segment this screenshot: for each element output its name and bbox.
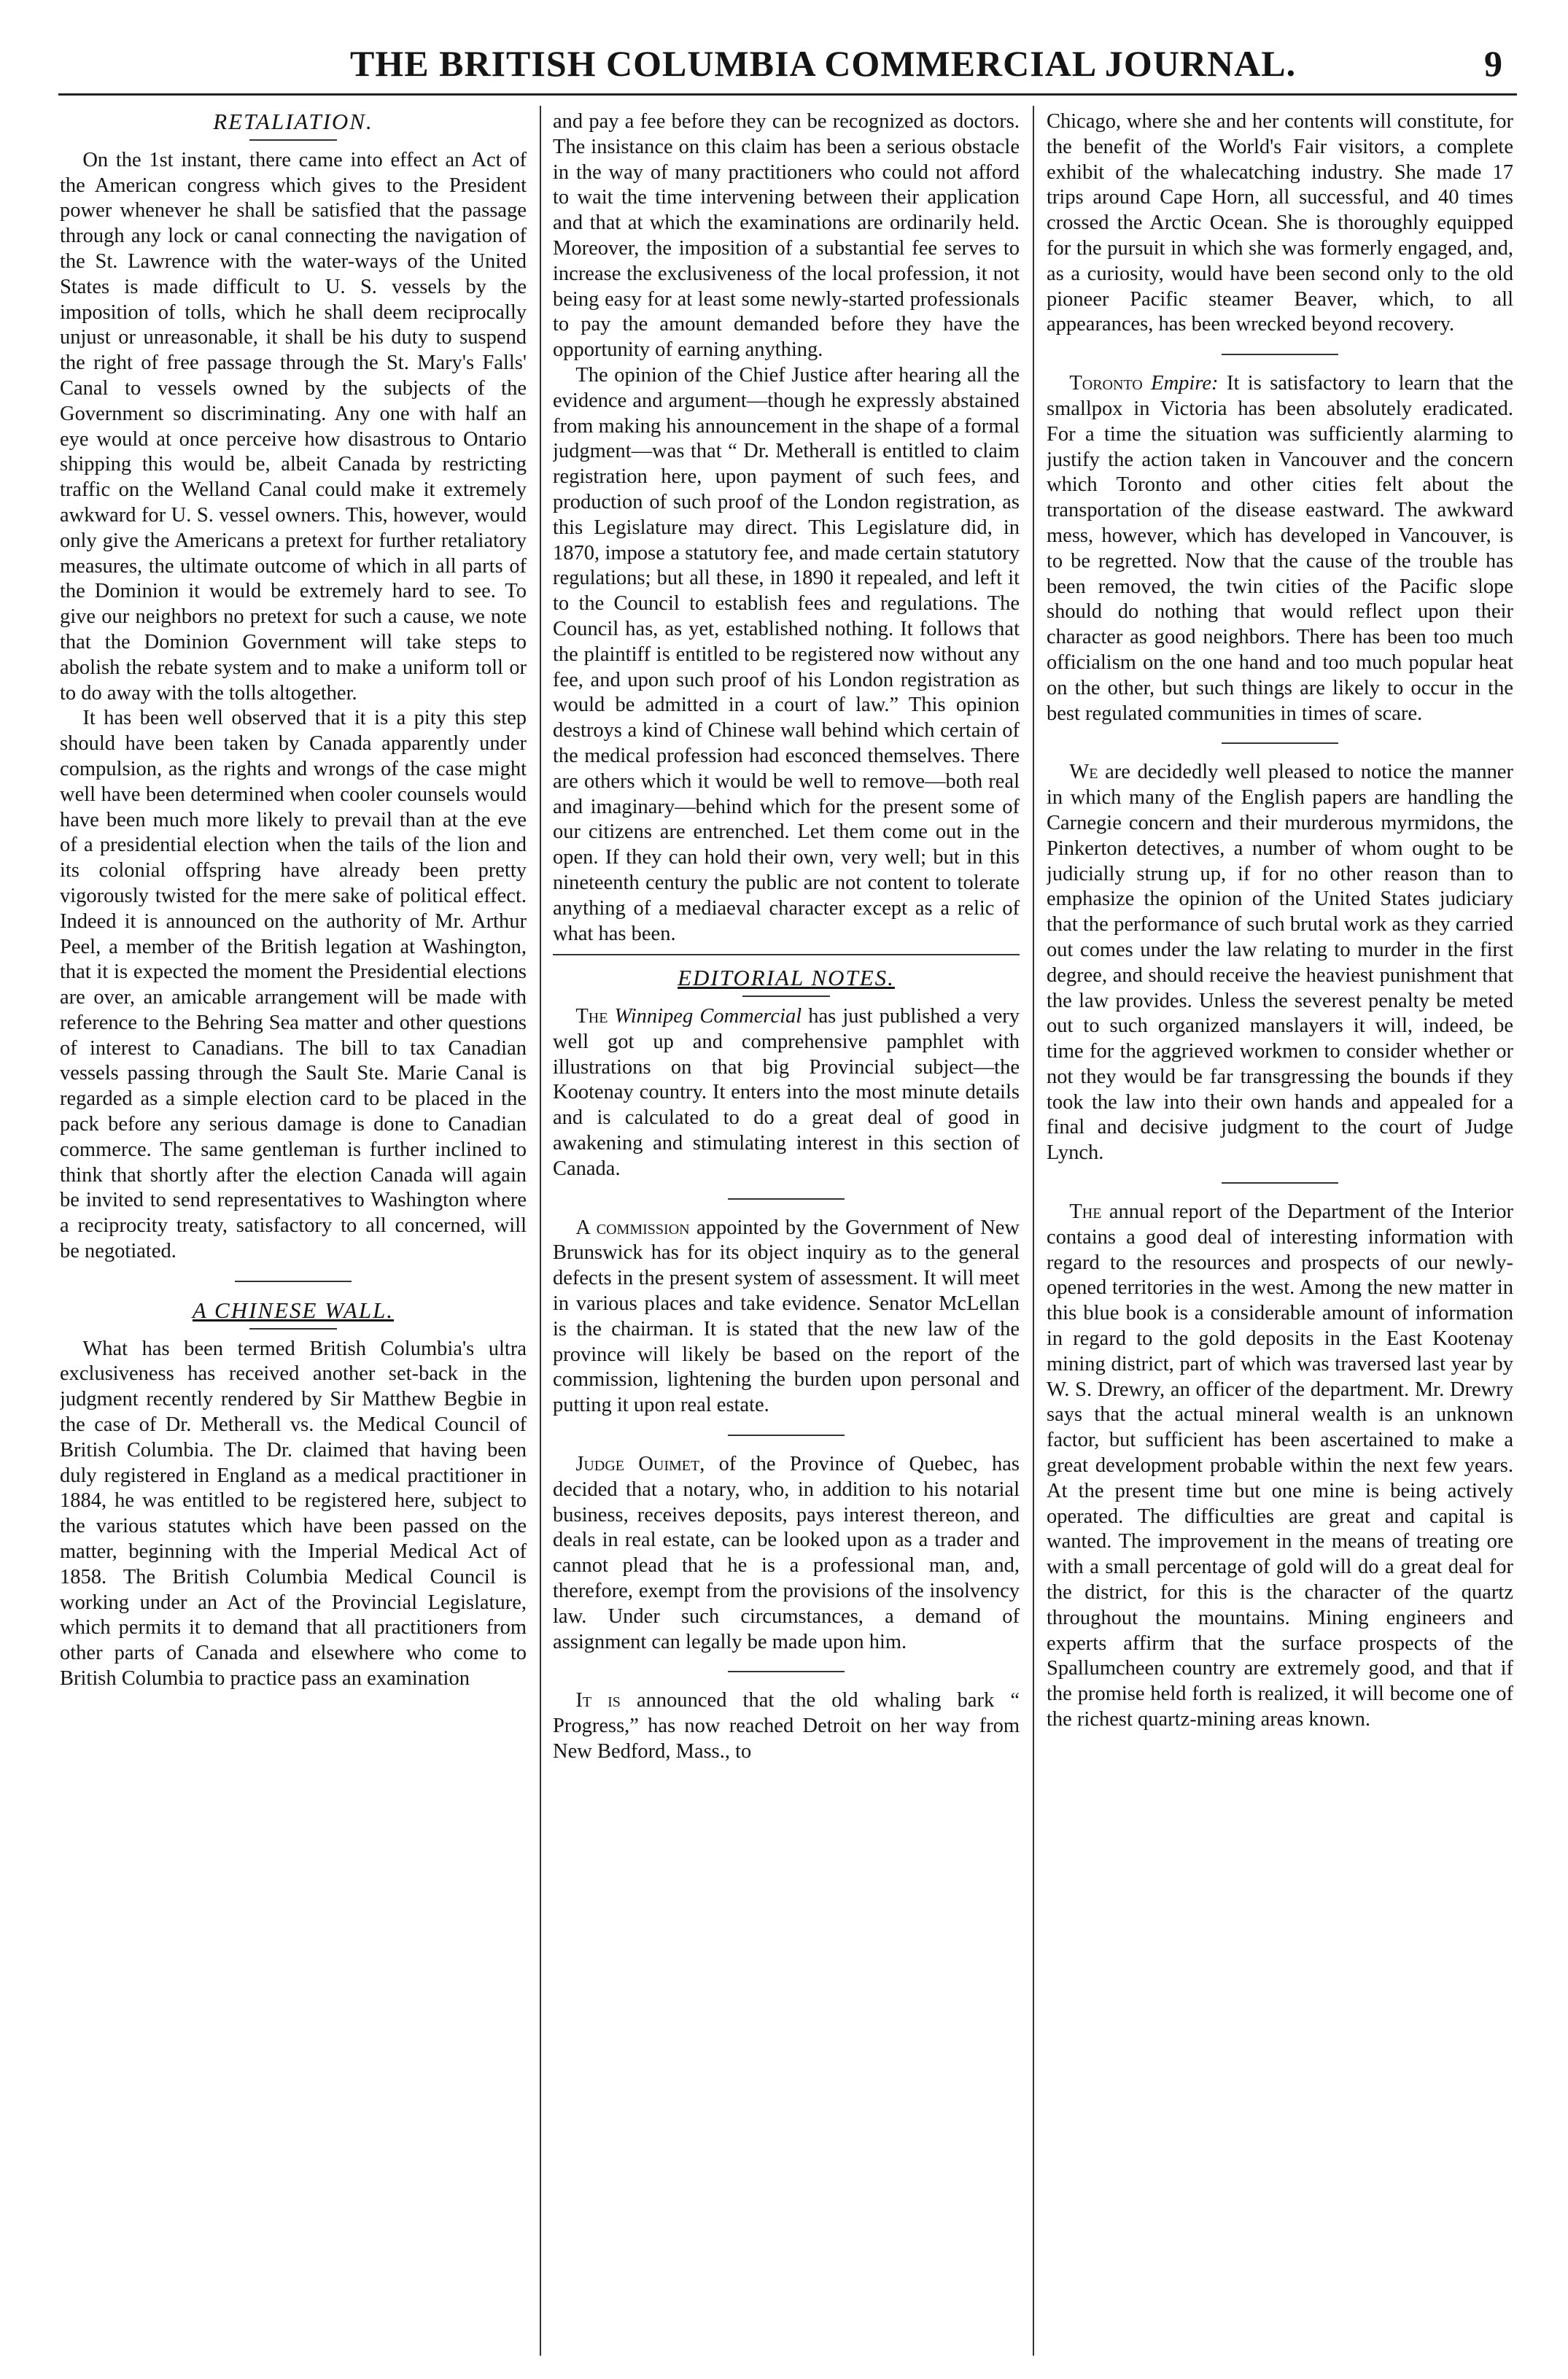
- note-lead: Judge Ouimet,: [575, 1453, 705, 1476]
- note-body: are decidedly well pleased to notice the manner in which many of the English papers are handling the Carnegie concern and their murderous myrmidons, the Pinkerton detectives, a number of whom ought to be judicially strung up, if for no other reason than to emphasize the opinion of the United States judiciary that the performance of such brutal work as they carried out comes under the law relating to murder in the first degree, and should receive the heaviest punishment that the law provides. Unless the severest penalty be meted out to such organized manslayers it will, indeed, be time for the aggrieved workmen to consider whether or not they would be far transgressing the bounds if they took the law into their own hands and appealed for a final and decisive judgment to the court of Judge Lynch.: [1047, 761, 1513, 1165]
- note-rule: [1222, 742, 1338, 744]
- note-paragraph: [553, 1688, 1020, 1764]
- article-paragraph: The opinion of the Chief Justice after hearing all the evidence and argument—though he expressly abstained from making his announcement in the shape of a formal judgment—was that “ Dr. Metherall is entitled to claim registration here, upon payment of such fees, and production of such proof of the London registration, as this Legislature may direct. This Legislature did, in 1870, impose a statutory fee, and made certain statutory regulations; but all these, in 1890 it repealed, and left it to the Council to establish fees and regulations. The Council has, as yet, established nothing. It follows that the plaintiff is entitled to be registered now without any fee, and upon such proof of his London registration as would be admitted in a court of law.” This opinion destroys a kind of Chinese wall behind which certain of the medical profession had esconced themselves. There are others which it would be well to remove—both real and imaginary—behind which for the present some of our citizens are entrenched. Let them come out in the open. If they can hold their own, very well; but in this nineteenth century the public are not content to tolerate anything of a mediaeval character except as a relic of what has been.: [553, 363, 1020, 945]
- note-rule: [728, 1435, 845, 1436]
- note-paragraph: [553, 1004, 1020, 1182]
- note-lead: We: [1069, 761, 1098, 784]
- note-rule: [1222, 1182, 1338, 1184]
- header-rule: [58, 93, 1517, 96]
- journal-title: THE BRITISH COLUMBIA COMMERCIAL JOURNAL.: [350, 43, 1297, 84]
- column-divider: [540, 106, 541, 2356]
- column-3: [1047, 109, 1513, 2359]
- article-paragraph: On the 1st instant, there came into effect an Act of the American congress which gives to the President power whenever he shall be satisfied that the passage through any lock or canal connecting the navigation of the St. Lawrence with the water-ways of the United States is made difficult to U. S. vessels by the imposition of tolls, which he shall deem reciprocally unjust or unreasonable, it shall be his duty to suspend the right of free passage through the St. Mary's Falls' Canal to vessels owned by the subjects of the Government so discriminating. Any one with half an eye would at once perceive how disastrous to Ontario shipping this would be, albeit Canada by restricting traffic on the Welland Canal could make it extremely awkward for U. S. vessel owners. This, however, would only give the Americans a pretext for further retaliatory measures, the ultimate outcome of which in all parts of the Dominion it would be extremely hard to see. To give our neighbors no pretext for such a cause, we note that the Dominion Government will take steps to abolish the rebate system and to make a uniform toll or to do away with the tolls altogether.: [60, 148, 527, 705]
- note-paragraph: [1047, 760, 1513, 1166]
- article-paragraph: It has been well observed that it is a pity this step should have been taken by Canada apparently under compulsion, as the rights and wrongs of the case might well have been determined when cooler counsels would have been much more likely to prevail than at the eve of a presidential election when the tails of the lion and its colonial offspring have already been pretty vigorously twisted for the mere sake of political effect. Indeed it is announced on the authority of Mr. Arthur Peel, a member of the British legation at Washington, that it is expected the moment the Presidential elections are over, an amicable arrangement will be made with reference to the Behring Sea matter and other questions of interest to Canadians. The bill to tax Canadian vessels passing through the Sault Ste. Marie Canal is regarded as a simple election card to be placed in the pack before any serious damage is done to Canadian commerce. The same gentleman is further inclined to think that shortly after the election Canada will again be invited to send representatives to Washington where a reciprocity treaty, satisfactory to all concerned, will be negotiated.: [60, 707, 527, 1263]
- retaliation-heading: RETALIATION.: [213, 109, 373, 134]
- note-publication: Winnipeg Commercial: [614, 1005, 802, 1028]
- note-body: has just published a very well got up and comprehensive pamphlet with illustrations on that big Provincial subject—the Kootenay country. It enters into the most minute details and is calculated to do a great deal of good in awakening and stimulating interest in this section of Canada.: [553, 1005, 1020, 1180]
- note-paragraph: Chicago, where she and her contents will constitute, for the benefit of the World's Fair visitors, a complete exhibit of the whalecatching industry. She made 17 trips around Cape Horn, all successful, and 40 times crossed the Arctic Ocean. She is thoroughly equipped for the pursuit in which she was formerly engaged, and, as a curiosity, would have been second only to the old pioneer Pacific steamer Beaver, which, to all appearances, has been wrecked beyond recovery.: [1047, 110, 1513, 336]
- note-publication: Empire:: [1151, 372, 1219, 395]
- note-lead: Toronto: [1069, 372, 1143, 395]
- column-divider: [1033, 106, 1034, 2356]
- note-body: annual report of the Department of the Interior contains a good deal of interesting information with regard to the resources and prospects of our newly-opened territories in the west. Among the new matter in this blue book is a considerable amount of information in regard to the gold deposits in the East Kootenay mining district, part of which was traversed last year by W. S. Drewry, an officer of the department. Mr. Drewry says that the actual mineral wealth is an unknown factor, but sufficient has been ascertained to make a great development probable within the next few years. At the present time but one mine is being actively operated. The difficulties are great and capital is wanted. The improvement in the means of treating ore with a small percentage of gold will do a great deal for the district, for this is the character of the quartz throughout the mountains. Mining engineers and experts affirm that the surface prospects of the Spallumcheen country are extremely good, and that if the promise held forth is realized, it will become one of the richest quartz-mining areas known.: [1047, 1200, 1513, 1731]
- note-lead: The: [575, 1005, 608, 1028]
- note-lead: A commission: [575, 1216, 690, 1239]
- note-rule: [728, 1198, 845, 1200]
- note-rule: [728, 1671, 845, 1672]
- article-paragraph: What has been termed British Columbia's ultra exclusiveness has received another set-back in the judgment recently rendered by Sir Matthew Begbie in the case of Dr. Metherall vs. the Medical Council of British Columbia. The Dr. claimed that having been duly registered in England as a medical practitioner in 1884, he was entitled to be registered here, subject to the various statutes which have been passed on the matter, beginning with the Imperial Medical Act of 1858. The British Columbia Medical Council is working under an Act of the Provincial Legislature, which permits it to demand that all practitioners from other parts of Canada and elsewhere who come to British Columbia to practice pass an examination: [60, 1337, 527, 1691]
- note-body: appointed by the Government of New Brunswick has for its object inquiry as to the general defects in the present system of assessment. It will meet in various places and take evidence. Senator McLellan is the chairman. It is stated that the new law of the province will likely be based on the report of the commission, lightening the burden upon personal and putting it upon real estate.: [553, 1216, 1020, 1417]
- note-body: It is satisfactory to learn that the smallpox in Victoria has been absolutely eradicated. For a time the situation was sufficiently alarming to justify the action taken in Vancouver and the concern which Toronto and other cities felt about the transportation of the disease eastward. The awkward mess, however, which has developed in Vancouver, is to be regretted. Now that the cause of the trouble has been removed, the twin cities of the Pacific slope should do nothing that would reflect upon their character as good neighbors. There has been too much officialism on the one hand and too much popular heat on the other, but such things are likely to occur in the best regulated communities in times of scare.: [1047, 372, 1513, 725]
- page-number: 9: [1484, 43, 1502, 84]
- article-paragraph: and pay a fee before they can be recognized as doctors. The insistance on this claim has been a serious obstacle in the way of many practitioners who could not afford to wait the time intervening between their application and that at which the examinations are ordinarily held. Moreover, the imposition of a substantial fee serves to increase the exclusiveness of the local profession, it not being easy for at least some newly-started professionals to pay the amount demanded before they have the opportunity of earning anything.: [553, 110, 1020, 362]
- chinese-wall-heading: A CHINESE WALL.: [192, 1297, 395, 1323]
- page-header: [0, 0, 1568, 102]
- note-body: of the Province of Quebec, has decided that a notary, who, in addition to his notarial business, receives deposits, pays interest thereon, and deals in real estate, can be looked upon as a trader and cannot plead that he is a professional man, and, therefore, exempt from the provisions of the insolvency law. Under such circumstances, a demand of assignment can legally be made upon him.: [553, 1453, 1020, 1653]
- note-paragraph: [553, 1216, 1020, 1419]
- editorial-notes-heading: EDITORIAL NOTES.: [553, 954, 1020, 991]
- note-paragraph: [1047, 1200, 1513, 1733]
- section-rule: [235, 1281, 352, 1282]
- column-1: [60, 109, 527, 2359]
- note-paragraph: [553, 1452, 1020, 1655]
- note-paragraph: [1047, 371, 1513, 726]
- note-lead: The: [1069, 1200, 1102, 1224]
- note-body: announced that the old whaling bark “ Progress,” has now reached Detroit on her way from New Bedford, Mass., to: [553, 1689, 1020, 1763]
- heading-rule: [742, 996, 830, 997]
- column-2: [553, 109, 1020, 2359]
- note-lead: It is: [575, 1689, 621, 1712]
- note-rule: [1222, 354, 1338, 355]
- heading-rule: [249, 139, 337, 141]
- heading-rule: [249, 1328, 337, 1330]
